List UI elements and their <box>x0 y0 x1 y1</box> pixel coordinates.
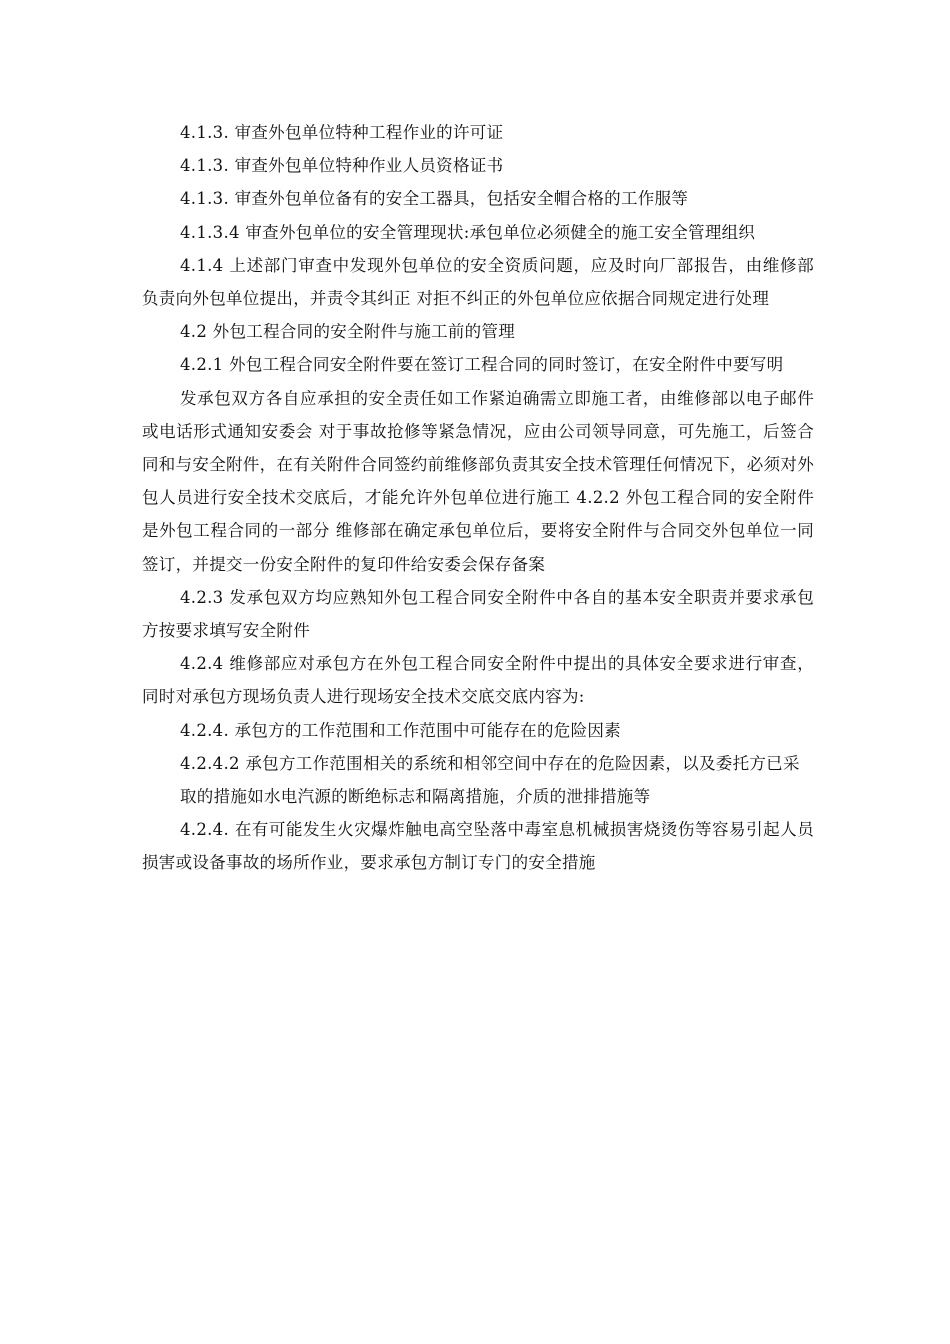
paragraph-4-2-4-scope: 4.2.4. 承包方的工作范围和工作范围中可能存在的危险因素 <box>180 720 621 740</box>
document-body <box>142 116 814 880</box>
paragraph-measures: 取的措施如水电汽源的断绝标志和隔离措施，介质的泄排措施等 <box>180 787 651 807</box>
paragraph-4-2-4-special-measures: 4.2.4. 在有可能发生火灾爆炸触电高空坠落中毒室息机械损害烧烫伤等容易引起人员损害或设备事故的场所作业，要求承包方制订专门的安全措施 <box>142 820 814 873</box>
paragraph-responsibilities: 发承包双方各自应承担的安全责任如工作紧迫确需立即施工者，由维修部以电子邮件或电话形式通知安委会 对于事故抢修等紧急情况，应由公司领导同意，可先施工，后签合同和与安全附件，在有关附件合同签约前维修部负责其安全技术管理任何情况下，必须对外包人员进行安全技术交底后，才能允许外包单位进行施工 4.2.2 外包工程合同的安全附件是外包工程合同的一部分 维修部在确定承包单位后，要将安全附件与合同交外包单位一同签订，并提交一份安全附件的复印件给安委会保存备案 <box>142 388 814 574</box>
paragraph-4-1-3-qualification: 4.1.3. 审查外包单位特种作业人员资格证书 <box>180 156 504 176</box>
paragraph-4-1-3-permit: 4.1.3. 审查外包单位特种工程作业的许可证 <box>180 123 504 142</box>
paragraph-4-2-3-duties: 4.2.3 发承包双方均应熟知外包工程合同安全附件中各自的基本安全职责并要求承包方按要求填写安全附件 <box>142 587 814 641</box>
paragraph-4-1-4-report: 4.1.4 上述部门审查中发现外包单位的安全资质问题，应及时向厂部报告，由维修部负责向外包单位提出，并责令其纠正 对拒不纠正的外包单位应依据合同规定进行处理 <box>142 255 814 309</box>
paragraph-4-2-4-2-hazards: 4.2.4.2 承包方工作范围相关的系统和相邻空间中存在的危险因素，以及委托方已采 <box>180 753 800 773</box>
paragraph-4-1-3-safety-tools: 4.1.3. 审查外包单位备有的安全工器具，包括安全帽合格的工作服等 <box>180 189 689 209</box>
section-heading-4-2: 4.2 外包工程合同的安全附件与施工前的管理 <box>180 322 516 342</box>
paragraph-4-2-4-review: 4.2.4 维修部应对承包方在外包工程合同安全附件中提出的具体安全要求进行审查，同时对承包方现场负责人进行现场安全技术交底交底内容为: <box>142 654 814 707</box>
paragraph-4-2-1-annex: 4.2.1 外包工程合同安全附件要在签订工程合同的同时签订，在安全附件中要写明 <box>180 355 784 375</box>
paragraph-4-1-3-4-management: 4.1.3.4 审查外包单位的安全管理现状:承包单位必须健全的施工安全管理组织 <box>180 222 756 242</box>
